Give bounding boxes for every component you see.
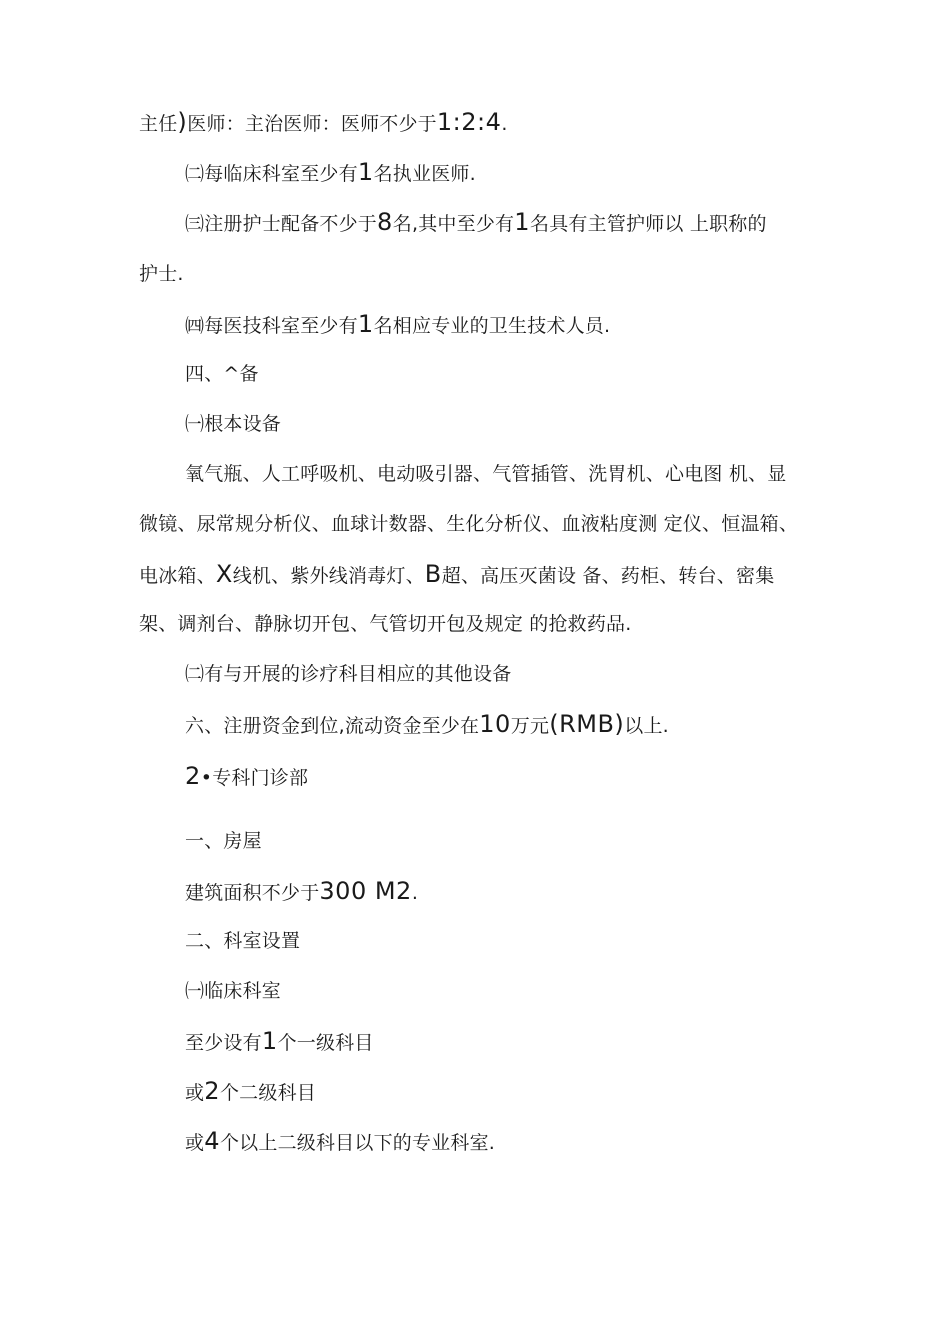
text-line: 架、调剂台、静脉切开包、气管切开包及规定 的抢救药品. [139,613,632,635]
text-line: 电冰箱、X线机、紫外线消毒灯、B超、高压灭菌设 备、药柜、转台、密集 [139,560,775,588]
text-line: 护士. [139,263,184,285]
text-line: 至少设有1个一级科目 [185,1027,374,1055]
section-heading: 二、科室设置 [185,930,301,952]
text-line: ㈡每临床科室至少有1名执业医师. [185,158,476,186]
text-line: 六、注册资金到位,流动资金至少在10万元(RMB)以上. [185,710,669,738]
text-line: 或4个以上二级科目以下的专业科室. [185,1127,496,1155]
section-title: 2•专科门诊部 [185,762,309,790]
section-heading: 四、^备 [185,363,259,385]
text-line: 或2个二级科目 [185,1077,316,1105]
text-line: ㈡有与开展的诊疗科目相应的其他设备 [185,663,512,685]
text-line: ㈣每医技科室至少有1名相应专业的卫生技术人员. [185,310,611,338]
text-line: 建筑面积不少于300 M2. [185,877,419,905]
text-line: 氧气瓶、人工呼吸机、电动吸引器、气管插管、洗胃机、心电图 机、显 [185,463,787,485]
text-line: ㈢注册护士配备不少于8名,其中至少有1名具有主管护师以 上职称的 [185,208,767,236]
text-line: 主任)医师：主治医师：医师不少于1:2:4. [139,108,508,136]
subsection-heading: ㈠根本设备 [185,413,282,435]
text-line: 微镜、尿常规分析仪、血球计数器、生化分析仪、血液粘度测 定仪、恒温箱、 [139,513,799,535]
section-heading: 一、房屋 [185,830,262,852]
subsection-heading: ㈠临床科室 [185,980,282,1002]
